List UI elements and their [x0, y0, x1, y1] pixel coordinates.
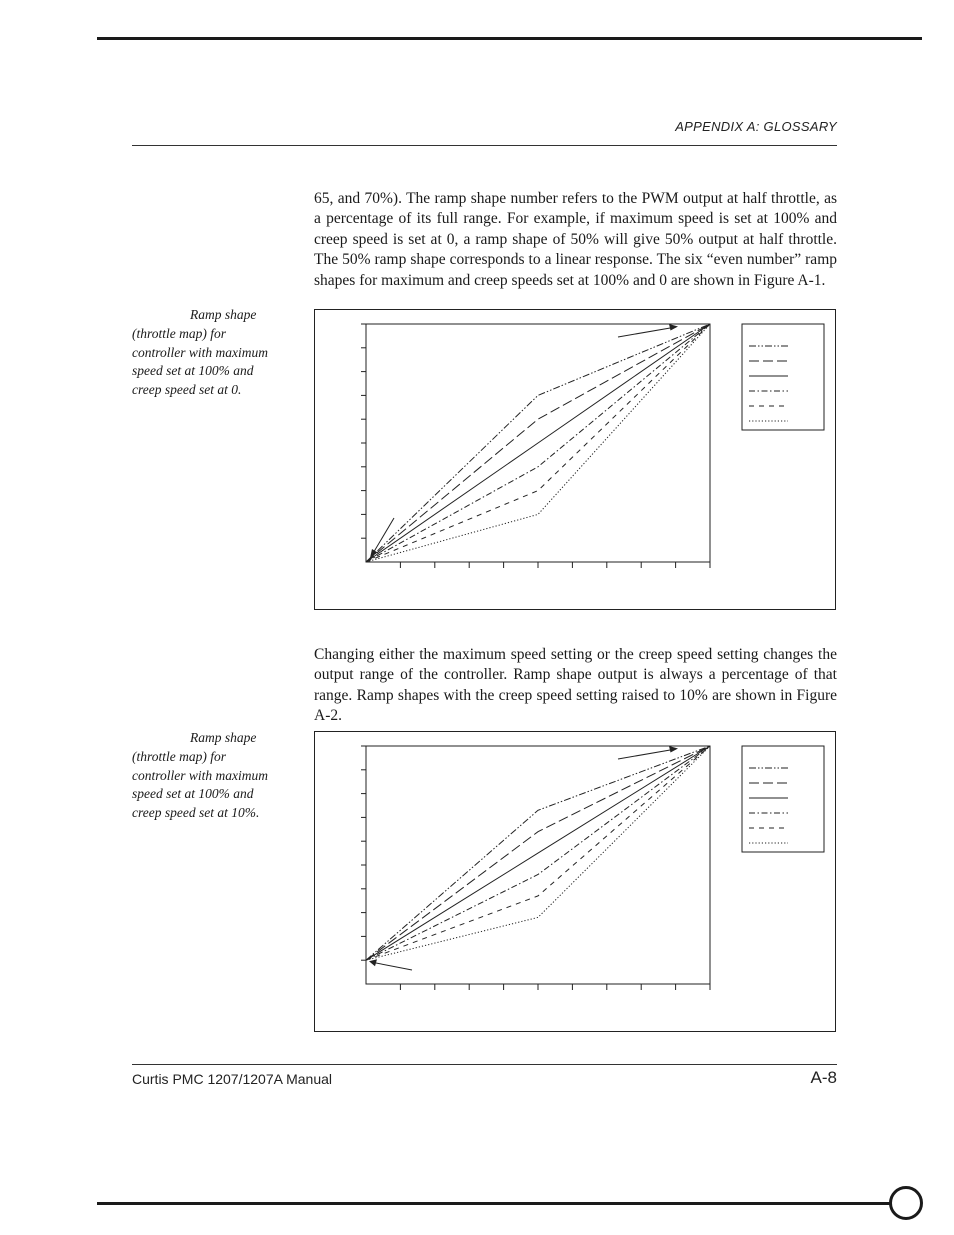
legend-box: [742, 324, 824, 430]
figure-frame: [315, 310, 836, 610]
figure-1-caption: [132, 306, 282, 400]
footer-manual-title: Curtis PMC 1207/1207A Manual: [132, 1071, 332, 1087]
max-speed-arrowhead: [669, 746, 678, 753]
figure-1-caption-text: Ramp shape (throttle map) for controller with maximum speed set at 100% and creep speed set at 0.: [132, 307, 268, 398]
body-paragraph-1: 65, and 70%). The ramp shape number refers to the PWM output at half throttle, as a percentage of its full range. For example, if maximum speed is set at 100% and creep speed is set at 0, a ramp shape of 50% will give 50% output at half throttle. The 50% ramp shape corresponds to a linear response. The six “even number” ramp shapes for maximum and creep speeds set at 100% and 0 are shown in Figure A-1.: [314, 189, 837, 289]
legend-box: [742, 746, 824, 852]
bottom-rule: [97, 1202, 890, 1205]
ramp-shape-chart-1: [314, 309, 836, 611]
running-head: APPENDIX A: GLOSSARY: [675, 119, 837, 134]
top-rule: [97, 37, 922, 40]
figure-2-caption-text: Ramp shape (throttle map) for controller with maximum speed set at 100% and creep speed set at 10%.: [132, 730, 268, 821]
max-speed-arrow-shaft: [618, 749, 676, 759]
max-speed-arrowhead: [669, 324, 678, 331]
footer-divider: [132, 1064, 837, 1065]
series-line-3: [366, 746, 710, 960]
max-speed-arrow-shaft: [618, 327, 676, 337]
creep-speed-arrowhead: [369, 959, 377, 966]
body-paragraph-2: Changing either the maximum speed setting or the creep speed setting changes the output range of the controller. Ramp shape output is always a percentage of that range. Ramp shapes with the creep speed setting raised to 10% are shown in Figure A-2.: [314, 645, 837, 725]
creep-speed-arrow-shaft: [372, 962, 412, 970]
plot-area: [366, 746, 710, 984]
ramp-shape-chart-2: [314, 731, 836, 1033]
figure-frame: [315, 732, 836, 1032]
figure-1: [314, 309, 836, 609]
header-divider: [132, 145, 837, 146]
footer-page-number: A-8: [810, 1068, 837, 1087]
series-line-3: [366, 324, 710, 562]
figure-2: [314, 731, 836, 1031]
corner-circle-mark: [889, 1186, 923, 1220]
figure-2-caption: [132, 729, 282, 823]
creep-speed-arrow-shaft: [372, 518, 394, 555]
